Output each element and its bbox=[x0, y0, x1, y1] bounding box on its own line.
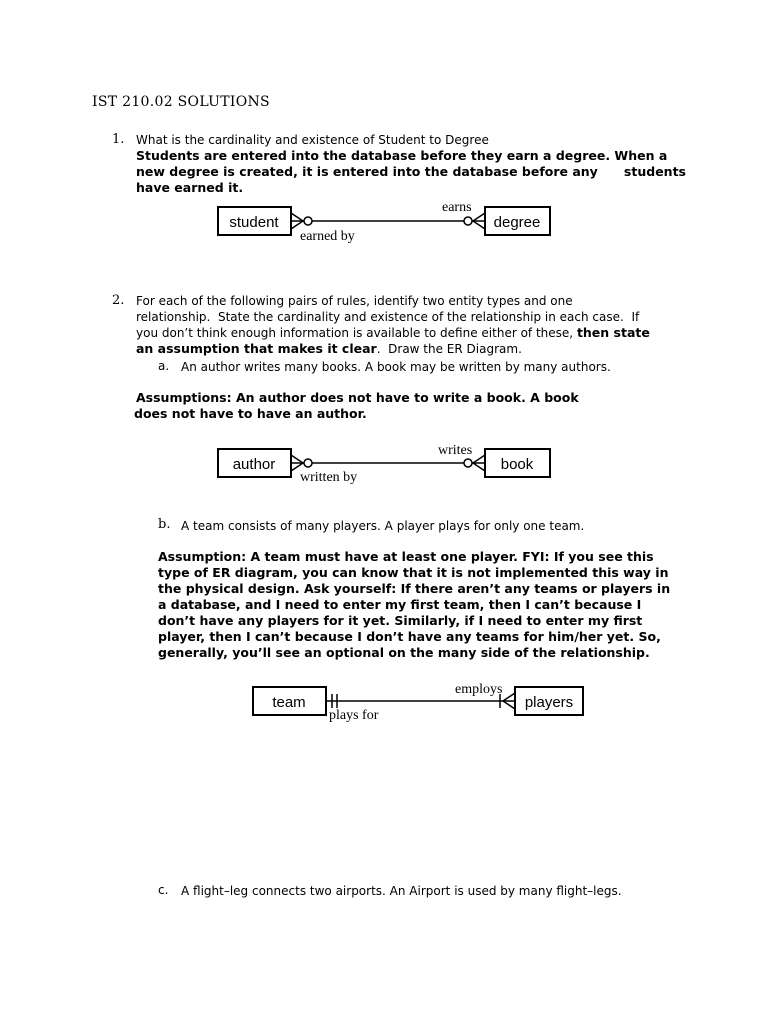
rel-label-bottom: earned by bbox=[300, 229, 355, 244]
rel-label-top: earns bbox=[442, 200, 472, 215]
entity-author: author bbox=[232, 456, 276, 473]
entity-degree: degree bbox=[493, 214, 541, 231]
er-diagram-student-degree bbox=[210, 196, 560, 246]
q2a-text: An author writes many books. A book may be written by many authors. bbox=[181, 360, 611, 374]
q1-number: 1. bbox=[112, 132, 125, 147]
q2-line-3-text: you don’t think enough information is available to define either of these, bbox=[136, 326, 574, 340]
q2-line-1: For each of the following pairs of rules, identify two entity types and one bbox=[136, 294, 573, 308]
q2b-assumption-line-3: the physical design. Ask yourself: If there aren’t any teams or players in bbox=[158, 581, 671, 596]
q2-line-3 bbox=[136, 325, 650, 341]
q2b-assumption-line-2: type of ER diagram, you can know that it is not implemented this way in bbox=[158, 565, 669, 580]
q1-answer-line-2: new degree is created, it is entered into the database before any students bbox=[136, 164, 686, 179]
q2b-text: A team consists of many players. A player plays for only one team. bbox=[181, 519, 585, 533]
q2b-assumption-line-5: don’t have any players for it yet. Similarly, if I need to enter my first bbox=[158, 613, 643, 628]
q2-number: 2. bbox=[112, 293, 125, 308]
er-diagram-author-book bbox=[210, 436, 560, 486]
entity-book: book bbox=[500, 456, 534, 473]
q2-line-2: relationship. State the cardinality and existence of the relationship in each case. If bbox=[136, 310, 640, 324]
q1-answer-line-3: have earned it. bbox=[136, 180, 244, 195]
q2b-assumption-line-6: player, then I can’t because I don’t have any teams for him/her yet. So, bbox=[158, 629, 661, 644]
optional-circle-right-icon bbox=[464, 459, 472, 467]
q2a-label: a. bbox=[158, 359, 170, 373]
q2c-text: A flight–leg connects two airports. An Airport is used by many flight–legs. bbox=[181, 884, 622, 898]
q2b-assumption-line-1: Assumption: A team must have at least one player. FYI: If you see this bbox=[158, 549, 654, 564]
optional-circle-left-icon bbox=[304, 459, 312, 467]
q2-line-4-rest: . Draw the ER Diagram. bbox=[376, 342, 522, 356]
er-diagram-team-players bbox=[245, 676, 590, 726]
q2-line-4 bbox=[136, 341, 522, 357]
q2c-label: c. bbox=[158, 883, 169, 897]
q2-line-4-bold: an assumption that makes it clear bbox=[136, 341, 377, 356]
q2b-assumption-line-4: a database, and I need to enter my first team, then I can’t because I bbox=[158, 597, 642, 612]
entity-student: student bbox=[229, 214, 279, 231]
entity-players: players bbox=[524, 694, 574, 711]
optional-circle-left-icon bbox=[304, 217, 312, 225]
q1-question: What is the cardinality and existence of Student to Degree bbox=[136, 133, 489, 147]
rel-label-top: employs bbox=[455, 682, 503, 697]
entity-team: team bbox=[272, 694, 306, 711]
rel-label-bottom: written by bbox=[300, 470, 358, 485]
q2a-assumption-line-1: Assumptions: An author does not have to write a book. A book bbox=[136, 390, 579, 405]
q2b-label: b. bbox=[158, 517, 171, 532]
page-title: IST 210.02 SOLUTIONS bbox=[92, 94, 270, 110]
q2b-assumption-line-7: generally, you’ll see an optional on the many side of the relationship. bbox=[158, 645, 650, 660]
rel-label-bottom: plays for bbox=[329, 708, 379, 723]
q2a-assumption-line-2: does not have to have an author. bbox=[134, 406, 367, 421]
optional-circle-right-icon bbox=[464, 217, 472, 225]
q1-answer-line-1: Students are entered into the database before they earn a degree. When a bbox=[136, 148, 668, 163]
q2-line-3-bold: then state bbox=[576, 325, 650, 340]
rel-label-top: writes bbox=[438, 443, 473, 458]
